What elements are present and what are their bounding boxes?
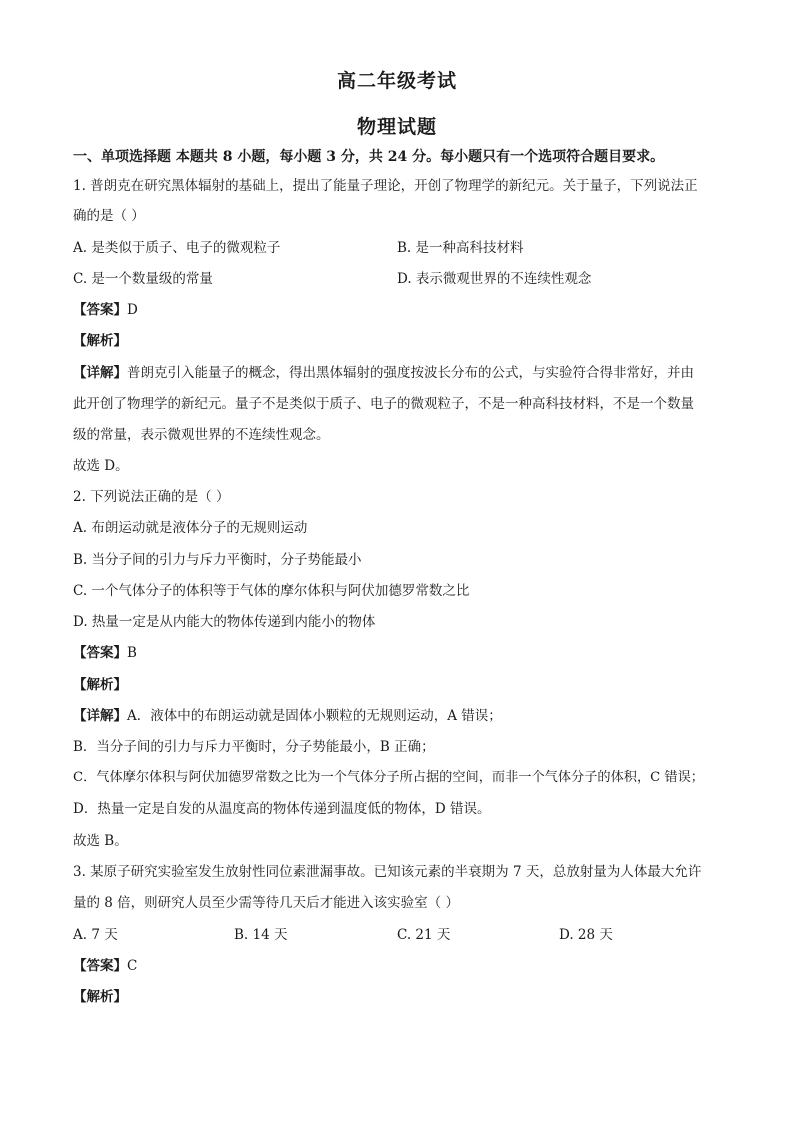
answer-label: 【答案】 [73,302,127,318]
answer-value: C [127,958,138,974]
answer-value: B [127,645,137,661]
detail-label: 【详解】 [73,708,127,724]
q3-stem-line2: 量的 8 倍，则研究人员至少需等待几天后才能进入该实验室（ ） [73,895,459,911]
q2-conclusion: 故选 B。 [73,833,128,849]
q2-stem: 2. 下列说法正确的是（ ） [73,489,230,505]
q3-option-b: B. 14 天 [234,927,288,943]
q2-option-a: A. 布朗运动就是液体分子的无规则运动 [73,520,308,536]
q1-detail-line3: 级的常量，表示微观世界的不连续性观念。 [73,427,330,443]
q1-stem-line2: 确的是（ ） [73,208,145,224]
q1-option-c: C. 是一个数量级的常量 [73,271,213,287]
detail-text: A．液体中的布朗运动就是固体小颗粒的无规则运动，A 错误； [127,708,502,724]
q1-detail-line2: 此开创了物理学的新纪元。量子不是类似于质子、电子的微观粒子，不是一种高科技材料，不是一个数量 [73,396,694,412]
page-subtitle: 物理试题 [356,116,437,138]
detail-text: 普朗克引入能量子的概念，得出黑体辐射的强度按波长分布的公式，与实验符合得非常好，并由 [127,365,694,381]
q1-stem-line1: 1. 普朗克在研究黑体辐射的基础上，提出了能量子理论，开创了物理学的新纪元。关于量子，下列说法正 [73,178,698,194]
q2-detail-line4: D．热量一定是自发的从温度高的物体传递到温度低的物体，D 错误。 [73,801,491,817]
section-heading: 一、单项选择题 本题共 8 小题，每小题 3 分，共 24 分。每小题只有一个选项符合题目要求。 [73,149,665,165]
q3-option-d: D. 28 天 [559,927,613,943]
q1-detail-line1 [73,364,694,382]
q3-stem-line1: 3. 某原子研究实验室发生放射性同位素泄漏事故。已知该元素的半衰期为 7 天，总放射量为人体最大允许 [73,864,702,880]
page-title: 高二年级考试 [336,70,457,92]
q1-option-a: A. 是类似于质子、电子的微观粒子 [73,240,281,256]
q2-option-b: B. 当分子间的引力与斥力平衡时，分子势能最小 [73,552,362,568]
q1-option-d: D. 表示微观世界的不连续性观念 [397,271,592,287]
q3-option-a: A. 7 天 [73,927,118,943]
q2-option-c: C. 一个气体分子的体积等于气体的摩尔体积与阿伏加德罗常数之比 [73,583,470,599]
q3-option-c: C. 21 天 [397,927,451,943]
detail-label: 【详解】 [73,365,127,381]
q2-analysis-label: 【解析】 [73,677,127,693]
answer-label: 【答案】 [73,958,127,974]
q3-analysis-label: 【解析】 [73,989,127,1005]
q1-analysis-label: 【解析】 [73,333,127,349]
q2-detail-line3: C．气体摩尔体积与阿伏加德罗常数之比为一个气体分子所占据的空间，而非一个气体分子的体积，C 错误； [73,770,704,785]
answer-value: D [127,302,138,318]
q1-answer [73,301,138,319]
q3-answer [73,957,137,975]
answer-label: 【答案】 [73,645,127,661]
q1-conclusion: 故选 D。 [73,458,129,474]
q2-detail-line2: B．当分子间的引力与斥力平衡时，分子势能最小，B 正确； [73,739,435,755]
q1-option-b: B. 是一种高科技材料 [397,240,524,256]
q2-option-d: D. 热量一定是从内能大的物体传递到内能小的物体 [73,614,376,630]
q2-answer [73,644,137,662]
q2-detail-line1 [73,707,502,725]
